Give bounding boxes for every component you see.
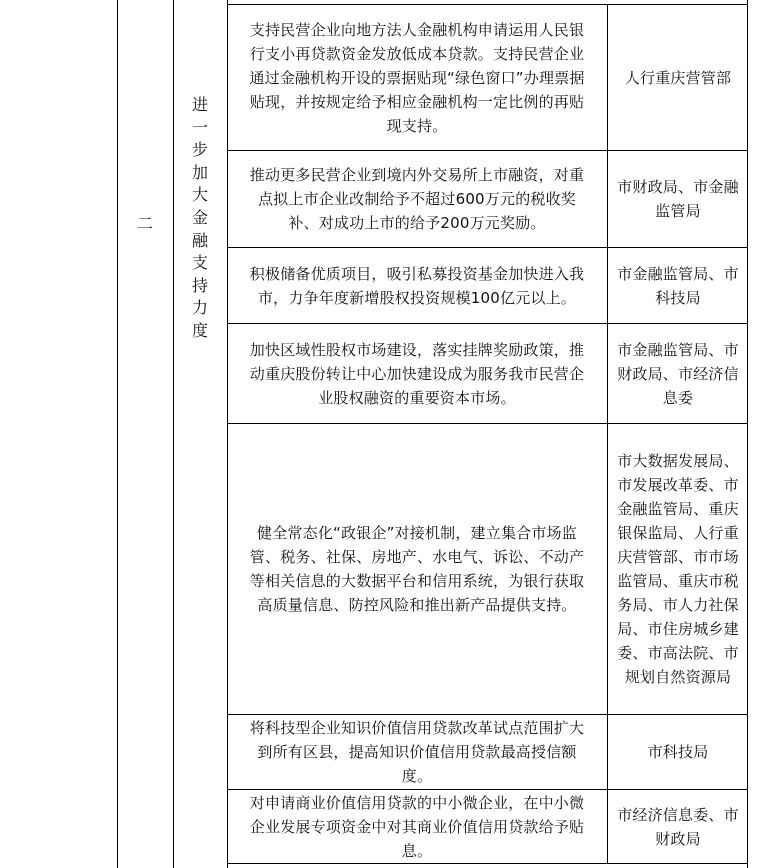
category-cell — [173, 0, 227, 868]
department-cell — [607, 424, 748, 714]
department-text: 人行重庆营管部 — [624, 68, 732, 87]
measure-text: 将科技型企业知识价值信用贷款改革试点范围扩大到所有区县，提高知识价值信用贷款最高授信额度。 — [249, 719, 585, 785]
department-cell — [607, 5, 748, 150]
department-text: 市科技局 — [647, 743, 709, 761]
sequence-cell — [117, 0, 173, 868]
measure-cell — [227, 151, 607, 247]
department-cell — [607, 715, 748, 789]
table-row — [227, 4, 747, 150]
table-right-border — [747, 0, 748, 868]
measure-text: 加快区域性股权市场建设，落实挂牌奖励政策，推动重庆股份转让中心加快建设成为服务我市民营企业股权融资的重要资本市场。 — [249, 340, 585, 407]
measure-cell — [227, 790, 607, 863]
department-cell — [607, 151, 748, 247]
department-text: 市金融监管局、市科技局 — [617, 264, 739, 307]
table-row — [227, 789, 747, 864]
table-row — [227, 423, 747, 714]
department-text: 市财政局、市金融监管局 — [617, 178, 739, 220]
measure-cell — [227, 5, 607, 150]
measure-text: 推动更多民营企业到境内外交易所上市融资，对重点拟上市企业改制给予不超过600万元的税收奖补、对成功上市的给予200万元奖励。 — [249, 166, 585, 232]
measure-text: 对申请商业价值信用贷款的中小微企业，在中小微企业发展专项资金中对其商业价值信用贷款给予贴息。 — [249, 793, 585, 860]
measure-cell — [227, 248, 607, 323]
department-cell — [607, 324, 748, 423]
measure-cell — [227, 715, 607, 789]
measure-text: 支持民营企业向地方法人金融机构申请运用人民银行支小再贷款资金发放低成本贷款。支持民营企业通过金融机构开设的票据贴现“绿色窗口”办理票据贴现，并按规定给予相应金融机构一定比例的再贴现支持。 — [249, 20, 585, 135]
measure-text: 积极储备优质项目，吸引私募投资基金加快进入我市，力争年度新增股权投资规模100亿元以上。 — [249, 264, 585, 307]
table-row — [227, 247, 747, 323]
category-label: 进一步加大金融支持力度 — [191, 95, 208, 340]
table-row — [227, 323, 747, 423]
department-text: 市大数据发展局、市发展改革委、市金融监管局、重庆银保监局、人行重庆营管部、市市场监管局、重庆市税务局、市人力社保局、市住房城乡建委、市高法院、市规划自然资源局 — [617, 452, 739, 686]
measure-text: 健全常态化“政银企”对接机制，建立集合市场监管、税务、社保、房地产、水电气、诉讼、不动产等相关信息的大数据平台和信用系统，为银行获取高质量信息、防控风险和推出新产品提供支持。 — [249, 524, 585, 614]
department-text: 市金融监管局、市财政局、市经济信息委 — [617, 340, 739, 407]
table-row — [227, 150, 747, 247]
table-row — [227, 714, 747, 789]
measure-cell — [227, 324, 607, 423]
department-text: 市经济信息委、市财政局 — [617, 805, 739, 848]
sequence-number: 二 — [136, 214, 153, 233]
measure-cell — [227, 424, 607, 714]
department-cell — [607, 790, 748, 863]
department-cell — [607, 248, 748, 323]
